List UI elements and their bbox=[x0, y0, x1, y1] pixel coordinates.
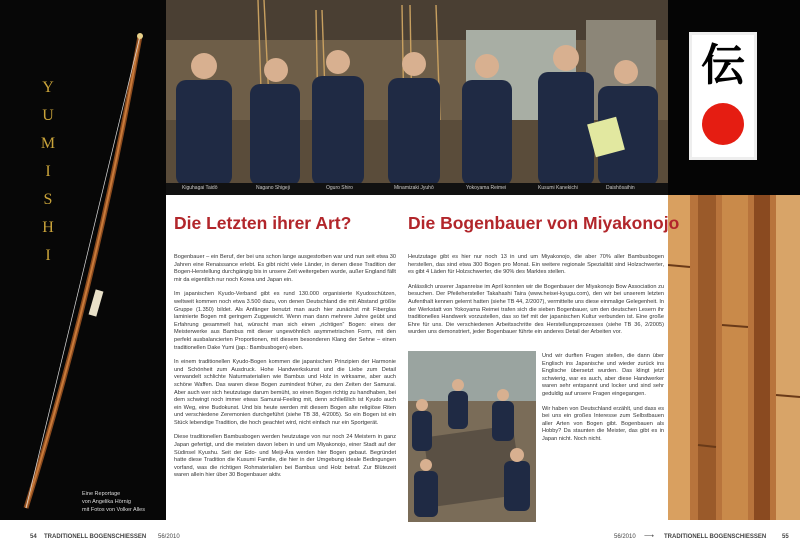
bow-panel bbox=[0, 0, 166, 520]
article-heading-right: Die Bogenbauer von Miyakonojo bbox=[408, 213, 680, 233]
article-body-right bbox=[408, 254, 664, 344]
paragraph: Wir haben von Deutschland erzählt, und dass es bei uns ein großes Interesse zum Selbstbauen aller Arten von Bogen gibt. Bogenbauen als Hobby? Da staunten die Meister, das gibt es in Japan nicht. Noch nicht. bbox=[542, 405, 664, 442]
magazine-name-right: TRADITIONELL BOGENSCHIESSEN bbox=[664, 534, 767, 540]
credit-line: mit Fotos von Volker Alles bbox=[82, 507, 145, 513]
logo-panel bbox=[668, 0, 800, 195]
magazine-name-left: TRADITIONELL BOGENSCHIESSEN bbox=[44, 534, 147, 540]
article-heading-left: Die Letzten ihrer Art? bbox=[174, 213, 352, 233]
article-body-left bbox=[174, 254, 396, 487]
person-name: Minamizaki Jyuhō bbox=[394, 185, 434, 191]
vertical-title bbox=[40, 74, 56, 270]
credit-line: Eine Reportage bbox=[82, 491, 121, 497]
person-name: Yokoyama Reimei bbox=[466, 185, 507, 191]
title-letter: U bbox=[42, 107, 54, 124]
page-footer bbox=[0, 528, 800, 546]
paragraph: Anlässlich unserer Japanreise im April konnten wir die Bogenbauer der Miyakonojo Bow Association zu besuchen. Der Pfeilehersteller Takahashi Taira (www.heisei-kyugu.com), den wir bei unserem letzten Aufenthalt kennen gelernt hatten (siehe TB 44, 2/2007), vermittelte uns diese einmalige Gelegenheit. In der Werkstatt von Yokoyama Reimei trafen sich die sieben Bogenbauer, um den deutschen Lesern ihr traditionelles Handwerk vorzustellen, das so tief mit der japanischen Kultur verbunden ist. Eine große Ehre für uns. Die verschiedenen Arbeitsschritte des Herstellungsprozesses (siehe TB 36, 2/2005) wurden uns demonstriert, jeder Bogenbauer führte ein anderes Detail der Arbeiten vor. bbox=[408, 283, 664, 336]
paragraph: Im japanischen Kyudo-Verband gibt es rund 130.000 organisierte Kyudoschützen, weltweit kommen noch etwa 3.500 dazu, von denen Deutschland die mit Abstand größte Gruppe (1.350) bildet. Als Anfänger benutzt man auch hier zunächst mit Fiberglas laminierte Bogen mit geringem Zuggewicht. Wenn man dann mehrere Jahre geübt und Erfahrung gesammelt hat, wünscht man sich einen „richtigen“ Bogen: eines der Meisterwerke aus Bambus mit dieser ungewöhnlich asymmetrischen Form, mit den perfekt ausbalancierten Proportionen, mit diesem besonderen Klang der Sehne – einen traditionellen Dake Yumi (jap.: Bambusbogen) eben. bbox=[174, 291, 396, 351]
bamboo-illustration bbox=[668, 195, 800, 520]
page-number-right: 55 bbox=[782, 534, 789, 540]
logo-glyph: 伝 bbox=[701, 40, 745, 91]
issue-right: 56/2010 bbox=[614, 534, 636, 540]
person-name: Daishōsaihin bbox=[606, 185, 635, 191]
credit-line: von Angelika Hörnig bbox=[82, 499, 131, 505]
red-circle-icon bbox=[702, 103, 744, 145]
photo-caption-names bbox=[166, 183, 668, 195]
group-photo bbox=[166, 0, 668, 186]
person-name: Oguro Shiro bbox=[326, 185, 353, 191]
person-name: Kiguhagai Taidō bbox=[182, 185, 218, 191]
photo-credit bbox=[82, 490, 164, 514]
person-name: Nagano Shigeji bbox=[256, 185, 290, 191]
paragraph: Bogenbauer – ein Beruf, der bei uns schon lange ausgestorben war und nun seit etwa 30 Jahren eine Renaissance erlebt. Es gibt nicht viele Länder, in denen diese Tradition der Bogen-Herstellung durchgängig bis in unsere Zeit weitergeben wurde, außer England fällt mir da eigentlich nur noch Korea und Japan ein. bbox=[174, 254, 396, 283]
title-letter: S bbox=[43, 191, 53, 208]
paragraph: In einem traditionellen Kyudo-Bogen kommen die japanischen Prinzipien der Harmonie und Schönheit zum Ausdruck. Hohe Handwerkskunst und die Liebe zum Detail verwandelt schlichte Naturmaterialien wie Bambus und Holz in wirksame, aber auch schöne Waffen. Das waren diese Bogen zumindest früher, zu den Zeiten der Samurai. Aber auch wer sich heutzutage darum bemüht, so einen Bogen richtig zu handhaben, bei dem schwingt noch immer etwas Samurai-Feeling mit, denn schließlich ist Kyudo auch ein Weg, eine Budokunst. Und bis heute werden mit diesem Bogen alte religiöse Riten und verschiedene Zeremonien durchgeführt (siehe TB 38, 4/2005). So ein Bogen ist ein Stück lebendige Tradition, die hoch geachtet wird, nicht einfach nur ein Sportgerät. bbox=[174, 359, 396, 426]
workshop-illustration bbox=[408, 351, 536, 522]
title-letter: I bbox=[45, 163, 51, 180]
group-photo-illustration bbox=[166, 0, 668, 186]
arrow-right-icon: ⟶ bbox=[644, 533, 655, 540]
paragraph: Und wir durften Fragen stellen, die dann über Englisch ins Japanische und wieder zurück ins Englische übersetzt wurden. Das klingt jetzt schwierig, war es auch, aber diese Handwerker waren sehr entspannt und locker und sind sehr geduldig auf unsere Fragen eingegangen. bbox=[542, 353, 664, 397]
person-name: Kusumi Kanekichi bbox=[538, 185, 578, 191]
title-letter: I bbox=[45, 247, 51, 264]
paragraph: Heutzutage gibt es hier nur noch 13 in und um Miyakonojo, die aber 70% aller Bambusbogen herstellen, das sind etwa 300 Bogen pro Monat. Ein weitere regionale Spezialität sind Holzschwerter, es gibt 4 Läden für Holzschwerter, die 90% des Marktes stellen. bbox=[408, 254, 664, 276]
issue-left: 56/2010 bbox=[158, 534, 180, 540]
title-letter: Y bbox=[42, 79, 54, 96]
workshop-photo bbox=[408, 351, 536, 522]
article-sidebar-text bbox=[542, 353, 664, 451]
bamboo-photo bbox=[668, 195, 800, 520]
bow-illustration bbox=[0, 0, 166, 520]
title-letter: M bbox=[40, 135, 56, 152]
paragraph: Diese traditionellen Bambusbogen werden heutzutage von nur noch 24 Meistern in ganz Japan gefertigt, und die meisten davon leben in und um Miyakonojo, einer Stadt auf der Südinsel Kyushu. Seit der Edo- und Meiji-Ära werden hier Bogen gebaut. Begründet hatte diese Tradition die Kusumi Familie, die hier in der Umgebung ideale Bedingungen vorfand, was die richtigen Rohmaterialien bei Bambus und Holz betraf. Zur Blütezeit waren allein hier über 30 Bogenbauer aktiv. bbox=[174, 434, 396, 479]
title-letter: H bbox=[42, 219, 54, 236]
page-number-left: 54 bbox=[30, 534, 37, 540]
logo bbox=[689, 32, 757, 160]
